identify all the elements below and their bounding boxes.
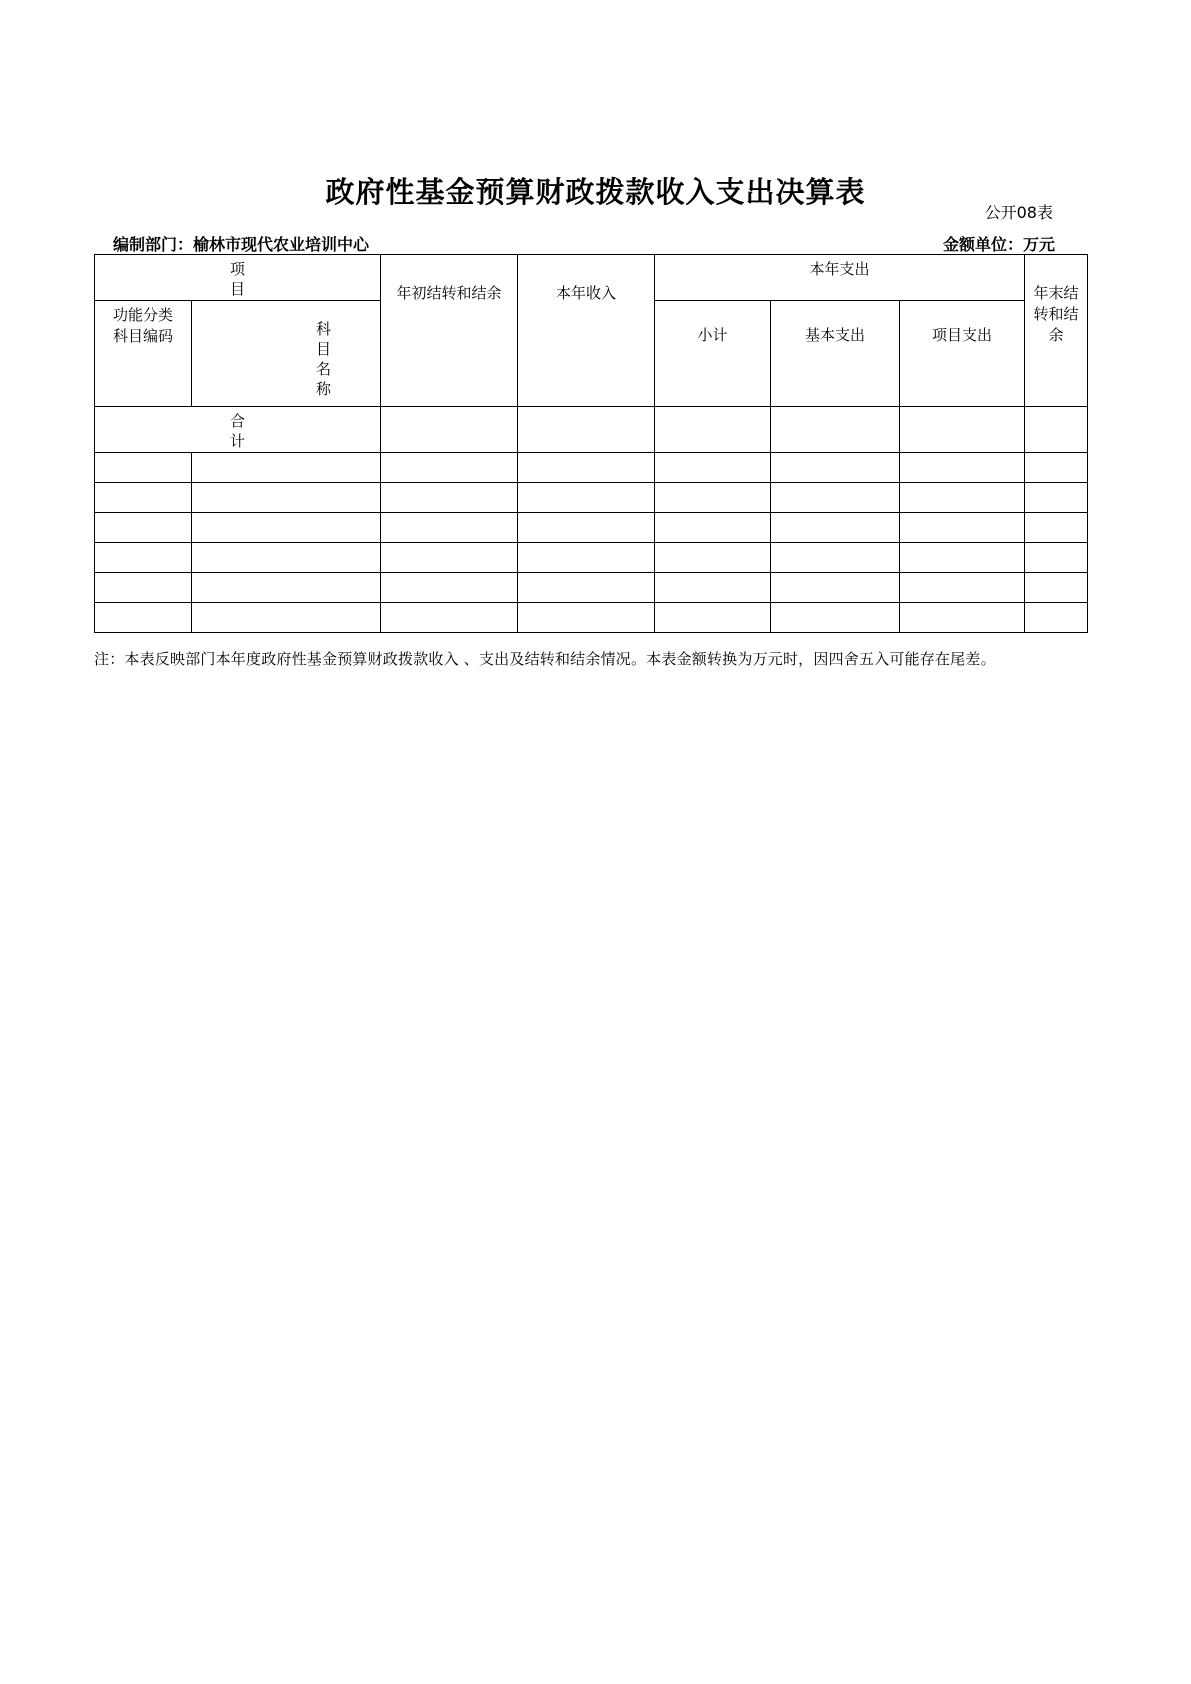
report-table (94, 254, 1088, 633)
table-cell (518, 453, 655, 483)
table-cell (900, 543, 1025, 573)
table-cell (518, 603, 655, 633)
table-cell (381, 573, 518, 603)
table-cell (518, 543, 655, 573)
header-subtotal-label: 小计 (697, 326, 728, 344)
table-row (95, 483, 1088, 513)
header-begin-balance-label: 年初结转和结余 (396, 284, 502, 302)
header-func-code-label: 功能分类科目编码 (112, 306, 173, 345)
total-end-balance (1025, 407, 1088, 453)
table-cell (655, 543, 771, 573)
table-cell (1025, 573, 1088, 603)
header-income-label: 本年收入 (555, 284, 616, 302)
table-cell (192, 453, 381, 483)
table-cell (655, 603, 771, 633)
table-cell (192, 573, 381, 603)
total-row (95, 407, 1088, 453)
table-cell (381, 513, 518, 543)
table-cell (1025, 453, 1088, 483)
total-begin-balance (381, 407, 518, 453)
table-cell (518, 513, 655, 543)
footnote: 注：本表反映部门本年度政府性基金预算财政拨款收入 、支出及结转和结余情况。本表金额转换为万元时，因四舍五入可能存在尾差。 (94, 650, 996, 668)
table-cell (1025, 543, 1088, 573)
header-begin-balance (381, 255, 518, 407)
table-cell (771, 513, 900, 543)
header-project (900, 301, 1025, 407)
total-basic (771, 407, 900, 453)
table-cell (192, 603, 381, 633)
table-cell (95, 453, 192, 483)
table-cell (771, 573, 900, 603)
table-cell (1025, 603, 1088, 633)
table-cell (192, 483, 381, 513)
table-cell (381, 483, 518, 513)
table-cell (95, 483, 192, 513)
table-cell (95, 543, 192, 573)
table-cell (1025, 483, 1088, 513)
table-cell (381, 543, 518, 573)
header-subtotal (655, 301, 771, 407)
table-cell (771, 453, 900, 483)
table-cell (381, 453, 518, 483)
table-row (95, 573, 1088, 603)
table-cell (900, 573, 1025, 603)
header-item-label: 项目 (229, 260, 245, 298)
header-basic-label: 基本支出 (804, 326, 865, 344)
total-subtotal (655, 407, 771, 453)
table-cell (192, 513, 381, 543)
header-expense-label: 本年支出 (809, 260, 870, 278)
table-cell (518, 483, 655, 513)
table-cell (771, 483, 900, 513)
total-project (900, 407, 1025, 453)
header-project-label: 项目支出 (932, 326, 993, 344)
table-cell (900, 483, 1025, 513)
table-cell (771, 603, 900, 633)
table-cell (900, 513, 1025, 543)
header-func-code (95, 301, 192, 407)
table-cell (771, 543, 900, 573)
header-item (95, 255, 381, 301)
table-cell (95, 603, 192, 633)
table-cell (518, 573, 655, 603)
table-cell (900, 453, 1025, 483)
header-subject-name-label: 科目名称 (315, 320, 331, 398)
table-row (95, 603, 1088, 633)
table-row (95, 453, 1088, 483)
header-income (518, 255, 655, 407)
form-code: 公开08表 (984, 203, 1053, 222)
header-end-balance (1025, 255, 1088, 407)
table-cell (900, 603, 1025, 633)
table-cell (1025, 513, 1088, 543)
table-cell (381, 603, 518, 633)
table-cell (95, 513, 192, 543)
page-title: 政府性基金预算财政拨款收入支出决算表 (325, 175, 866, 209)
table-cell (655, 513, 771, 543)
table-row (95, 543, 1088, 573)
header-subject-name (192, 301, 381, 407)
total-label: 合计 (229, 412, 245, 450)
header-expense (655, 255, 1025, 301)
table-cell (655, 453, 771, 483)
table-cell (95, 573, 192, 603)
header-basic (771, 301, 900, 407)
header-end-balance-label: 年末结转和结余 (1033, 284, 1079, 344)
table-cell (655, 573, 771, 603)
department-label: 编制部门：榆林市现代农业培训中心 (113, 235, 370, 254)
total-income (518, 407, 655, 453)
table-cell (655, 483, 771, 513)
unit-label: 金额单位：万元 (942, 235, 1055, 254)
table-cell (192, 543, 381, 573)
total-label-cell (95, 407, 381, 453)
table-row (95, 513, 1088, 543)
